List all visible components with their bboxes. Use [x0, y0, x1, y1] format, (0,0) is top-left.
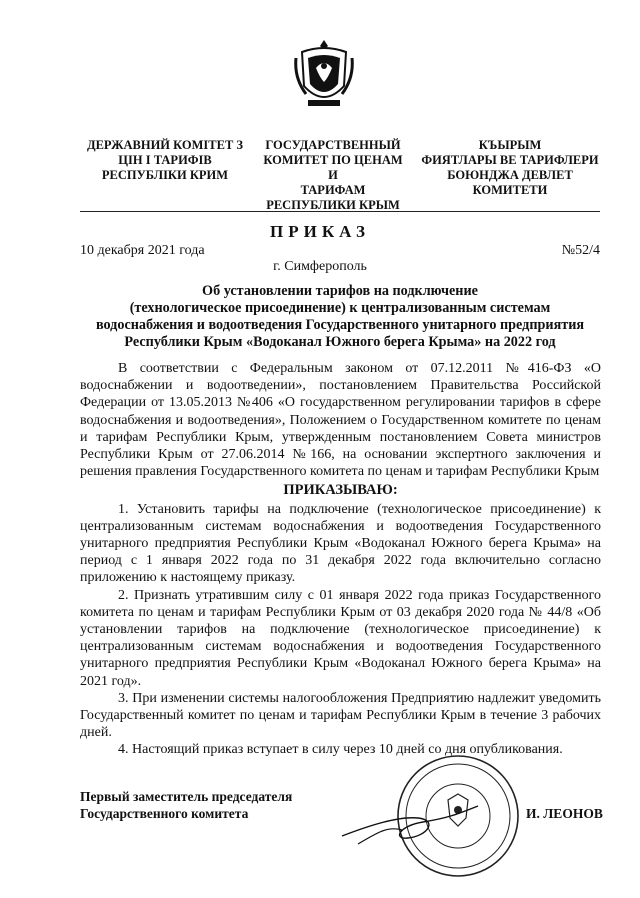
document-city: г. Симферополь	[273, 259, 367, 274]
header-line: РЕСПУБЛIКИ КРИМ	[101, 168, 229, 182]
header-line: КОМИТЕТИ	[472, 183, 548, 197]
coat-of-arms-emblem	[294, 38, 354, 112]
header-line: ДЕРЖАВНИЙ КОМIТЕТ З	[86, 138, 244, 152]
header-crimean-tatar	[420, 138, 600, 198]
order-item: 2. Признать утратившим силу с 01 января 2022 года приказ Государственного комитета по ценам и тарифам Республики Крым от 03 декабря 2020 года № 44/8 «Об установлении тарифов на подключение (технологическое присоединение) к централизованным системам водоснабжения и водоотведения Государственного унитарного предприятия Республики Крым «Водоканал Южного берега Крыма» на 2021 год».	[80, 587, 601, 689]
handwritten-signature	[338, 796, 488, 856]
signatory-position	[80, 788, 292, 822]
header-russian	[262, 138, 404, 213]
document-date: 10 декабря 2021 года	[80, 243, 205, 258]
signatory-name: И. ЛЕОНОВ	[526, 806, 603, 821]
order-item: 4. Настоящий приказ вступает в силу через 10 дней со дня опубликования.	[118, 742, 563, 758]
document-title: ПРИКАЗ	[270, 222, 370, 241]
document-subject	[80, 283, 600, 351]
preamble-paragraph: В соответствии с Федеральным законом от 07.12.2011 №416-ФЗ «О водоснабжении и водоотведении», постановлением Правительства Российской Федерации от 13.05.2013 №406 «О государственном регулировании тарифов в сфере водоснабжения и водоотведения», Положением о Государственном комитете по ценам и тарифам Республики Крым, утвержденным постановлением Совета министров Республики Крым от 27.06.2014 №166, на основании экспертного заключения и решения правления Государственного комитета по ценам и тарифам Республики Крым	[80, 361, 601, 480]
subject-line: (технологическое присоединение) к централизованным системам	[129, 300, 551, 316]
header-line: ФИЯТЛАРЫ ВЕ ТАРИФЛЕРИ	[421, 153, 599, 167]
signatory-position-line: Государственного комитета	[80, 806, 249, 821]
header-line: ТАРИФАМ	[300, 183, 366, 197]
subject-line: Об установлении тарифов на подключение	[202, 283, 478, 299]
document-body	[80, 360, 601, 759]
header-divider	[80, 211, 600, 212]
decree-heading: ПРИКАЗЫВАЮ:	[283, 482, 398, 499]
header-line: БОЮНДЖА ДЕВЛЕТ	[447, 168, 573, 182]
header-line: КЪЫРЫМ	[478, 138, 542, 152]
header-line: РЕСПУБЛИКИ КРЫМ	[266, 198, 400, 212]
header-line: КОМИТЕТ ПО ЦЕНАМ И	[263, 153, 403, 182]
order-item: 1. Установить тарифы на подключение (технологическое присоединение) к централизованным системам водоснабжения и водоотведения Государственного унитарного предприятия Республики Крым «Водоканал Южного берега Крыма» на период с 1 января 2022 года по 31 декабря 2022 года включительно согласно приложению к настоящему приказу.	[80, 501, 601, 586]
signatory-position-line: Первый заместитель председателя	[80, 789, 293, 804]
subject-line: Республики Крым «Водоканал Южного берега Крыма» на 2022 год	[124, 334, 556, 350]
document-number: №52/4	[561, 243, 600, 258]
header-ukrainian	[80, 138, 250, 183]
header-line: ГОСУДАРСТВЕННЫЙ	[265, 138, 401, 152]
order-item: 3. При изменении системы налогообложения Предприятию надлежит уведомить Государственный комитет по ценам и тарифам Республики Крым в течение 3 рабочих дней.	[80, 690, 601, 741]
subject-line: водоснабжения и водоотведения Государственного унитарного предприятия	[95, 317, 585, 333]
header-line: ЦIН I ТАРИФIВ	[118, 153, 212, 167]
